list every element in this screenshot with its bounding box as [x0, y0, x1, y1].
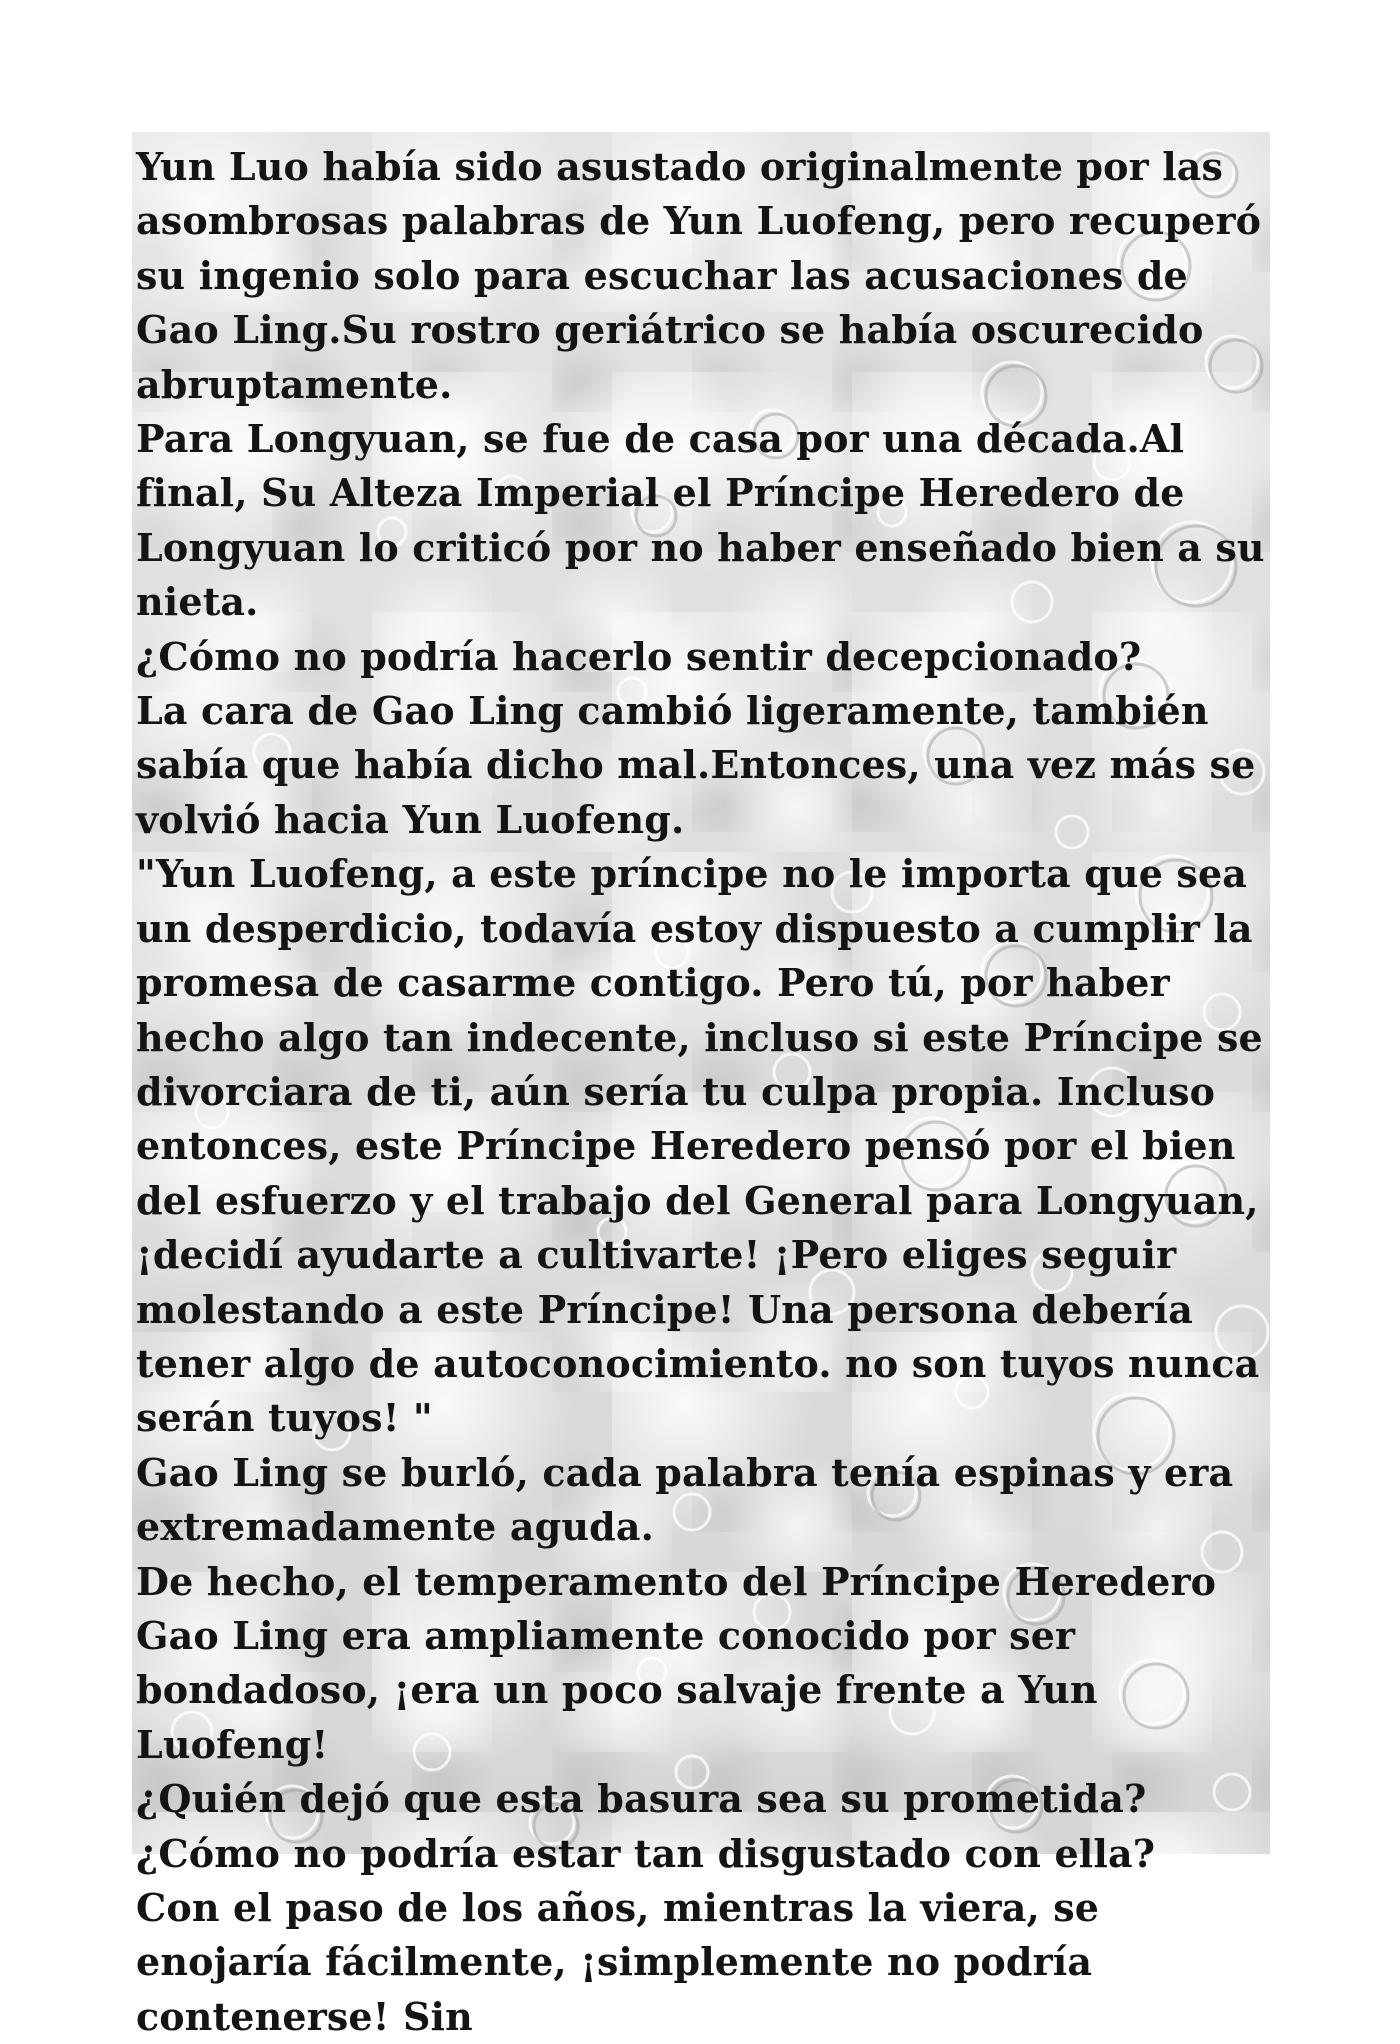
paragraph: La cara de Gao Ling cambió ligeramente, también sabía que había dicho mal.Entonces, una vez más se volvió hacia Yun Luofeng. [136, 688, 1256, 842]
paragraph: "Yun Luofeng, a este príncipe no le importa que sea un desperdicio, todavía estoy dispuesto a cumplir la promesa de casarme contigo. Pero tú, por haber hecho algo tan indecente, incluso si este Príncipe se divorciara de ti, aún sería tu culpa propia. Incluso entonces, este Príncipe Heredero pensó por el bien del esfuerzo y el trabajo del General para Longyuan, ¡decidí ayudarte a cultivarte! ¡Pero eliges seguir molestando a este Príncipe! Una persona debería tener algo de autoconocimiento. no son tuyos nunca serán tuyos! " [136, 851, 1263, 1441]
paragraph: Gao Ling se burló, cada palabra tenía espinas y era extremadamente aguda. [136, 1449, 1234, 1550]
paragraph: Para Longyuan, se fue de casa por una década.Al final, Su Alteza Imperial el Príncipe Heredero de Longyuan lo criticó por no haber enseñado bien a su nieta. [136, 416, 1265, 625]
paragraph: De hecho, el temperamento del Príncipe Heredero Gao Ling era ampliamente conocido por ser bondadoso, ¡era un poco salvaje frente a Yun Luofeng! [136, 1558, 1217, 1767]
paragraph: Yun Luo había sido asustado originalmente por las asombrosas palabras de Yun Luofeng, pero recuperó su ingenio solo para escuchar las acusaciones de Gao Ling.Su rostro geriátrico se había oscurecido abruptamente. [136, 144, 1262, 407]
paragraph: Con el paso de los años, mientras la viera, se enojaría fácilmente, ¡simplemente no podría contenerse! Sin [136, 1885, 1100, 2039]
document-page [132, 132, 1270, 2039]
paragraph: ¿Cómo no podría hacerlo sentir decepcionado? [136, 633, 1142, 679]
paragraph: ¿Quién dejó que esta basura sea su prometida?¿Cómo no podría estar tan disgustado con ella? [136, 1776, 1156, 1876]
body-text [136, 140, 1266, 2044]
